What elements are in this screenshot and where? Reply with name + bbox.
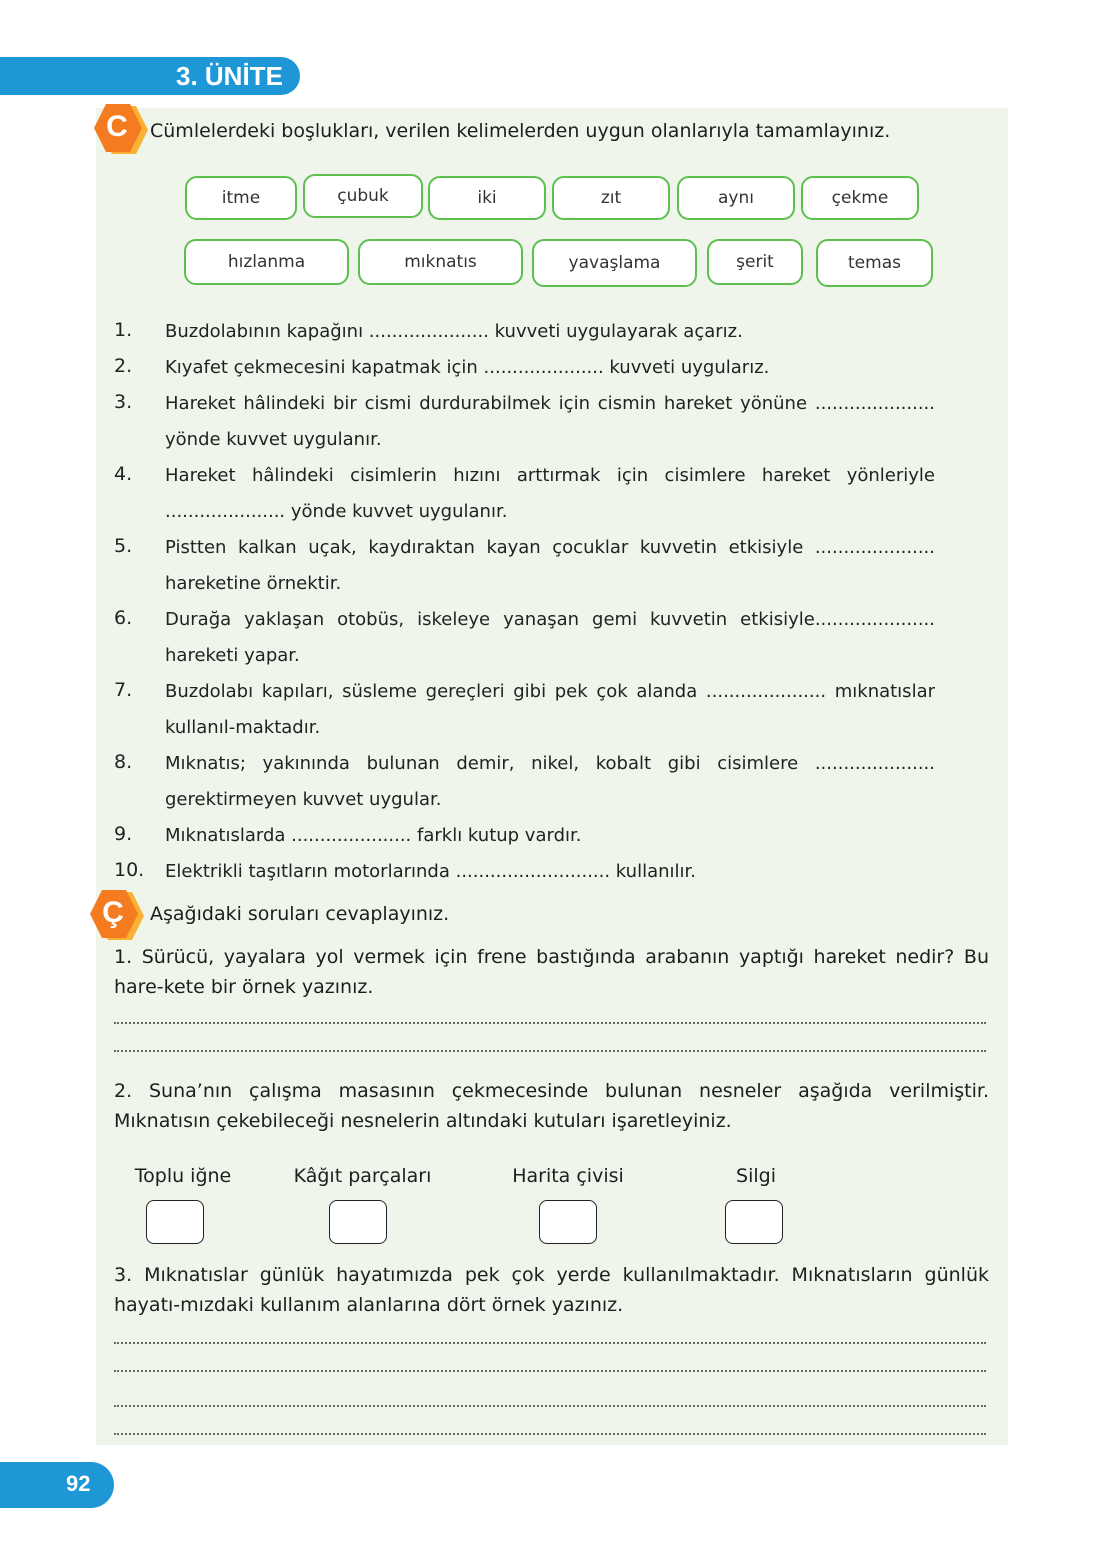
word-chip: çubuk — [303, 174, 423, 218]
question-text: Hareket hâlindeki bir cismi durdurabilmek için cismin hareket yönüne ..................... yönde kuvvet uygulanır. — [165, 393, 935, 450]
question-text: Kıyafet çekmecesini kapatmak için ..................... kuvveti uygularız. — [165, 357, 770, 378]
checkbox-kagit-parcalari[interactable] — [329, 1200, 387, 1244]
answer-line[interactable] — [114, 1050, 986, 1052]
open-question-1: 1. Sürücü, yayalara yol vermek için frene bastığında arabanın yaptığı hareket nedir? Bu hare-kete bir örnek yazınız. — [114, 946, 989, 998]
question-text: Durağa yaklaşan otobüs, iskeleye yanaşan gemi kuvvetin etkisiyle..................... hareketi yapar. — [165, 609, 935, 666]
question-number: 2. — [114, 355, 133, 377]
word-chip: aynı — [677, 176, 795, 220]
question-text: Mıknatıslarda ..................... farklı kutup vardır. — [165, 825, 582, 846]
word-chip: itme — [185, 176, 297, 220]
open-question-2: 2. Suna’nın çalışma masasının çekmecesinde bulunan nesneler aşağıda verilmiştir. Mıknatısın çekebileceği nesnelerin altındaki kutuları işaretleyiniz. — [114, 1080, 989, 1132]
unit-tab — [0, 57, 300, 95]
answer-line[interactable] — [114, 1342, 986, 1344]
word-chip: temas — [816, 239, 933, 287]
question-number: 3. — [114, 391, 133, 413]
section-cc-instruction: Aşağıdaki soruları cevaplayınız. — [150, 903, 450, 925]
section-c-letter: C — [106, 110, 128, 143]
section-cc-letter: Ç — [102, 896, 124, 929]
object-label: Toplu iğne — [134, 1165, 232, 1187]
word-chip: iki — [428, 176, 546, 220]
checkbox-toplu-igne[interactable] — [146, 1200, 204, 1244]
question-text: Buzdolabı kapıları, süsleme gereçleri gibi pek çok alanda ..................... mıknatıslar kullanıl-maktadır. — [165, 681, 935, 738]
question-number: 10. — [114, 859, 145, 881]
question-text: Buzdolabının kapağını ..................... kuvveti uygulayarak açarız. — [165, 321, 743, 342]
answer-line[interactable] — [114, 1433, 986, 1435]
word-chip: mıknatıs — [358, 239, 523, 285]
object-label: Silgi — [736, 1165, 776, 1187]
question-text: Elektrikli taşıtların motorlarında ........................... kullanılır. — [165, 861, 696, 882]
section-cc-badge — [88, 888, 144, 944]
answer-line[interactable] — [114, 1022, 986, 1024]
question-number: 8. — [114, 751, 133, 773]
question-number: 6. — [114, 607, 133, 629]
answer-line[interactable] — [114, 1370, 986, 1372]
page-number-tab — [0, 1462, 114, 1508]
checkbox-harita-civisi[interactable] — [539, 1200, 597, 1244]
page-number: 92 — [66, 1471, 91, 1496]
object-label: Harita çivisi — [512, 1165, 624, 1187]
question-number: 1. — [114, 319, 133, 341]
checkbox-silgi[interactable] — [725, 1200, 783, 1244]
word-chip: yavaşlama — [532, 239, 697, 287]
question-text: Mıknatıs; yakınında bulunan demir, nikel, kobalt gibi cisimlere ..................... gerektirmeyen kuvvet uygular. — [165, 753, 935, 810]
word-chip: çekme — [801, 176, 919, 220]
question-number: 9. — [114, 823, 133, 845]
question-text: Hareket hâlindeki cisimlerin hızını arttırmak için cisimlere hareket yönleriyle ..................... yönde kuvvet uygulanır. — [165, 465, 935, 522]
section-c-badge — [92, 102, 148, 158]
object-label: Kâğıt parçaları — [293, 1165, 432, 1187]
question-text: Pistten kalkan uçak, kaydıraktan kayan çocuklar kuvvetin etkisiyle ..................... hareketine örnektir. — [165, 537, 935, 594]
answer-line[interactable] — [114, 1405, 986, 1407]
word-chip: zıt — [552, 176, 670, 220]
section-c-instruction: Cümlelerdeki boşlukları, verilen kelimelerden uygun olanlarıyla tamamlayınız. — [150, 120, 891, 142]
question-number: 7. — [114, 679, 133, 701]
unit-label: 3. ÜNİTE — [176, 61, 283, 91]
question-number: 4. — [114, 463, 133, 485]
word-chip: hızlanma — [184, 239, 349, 285]
word-chip: şerit — [707, 239, 803, 285]
question-number: 5. — [114, 535, 133, 557]
open-question-3: 3. Mıknatıslar günlük hayatımızda pek çok yerde kullanılmaktadır. Mıknatısların günlük hayatı-mızdaki kullanım alanlarına dört örnek yazınız. — [114, 1264, 989, 1316]
